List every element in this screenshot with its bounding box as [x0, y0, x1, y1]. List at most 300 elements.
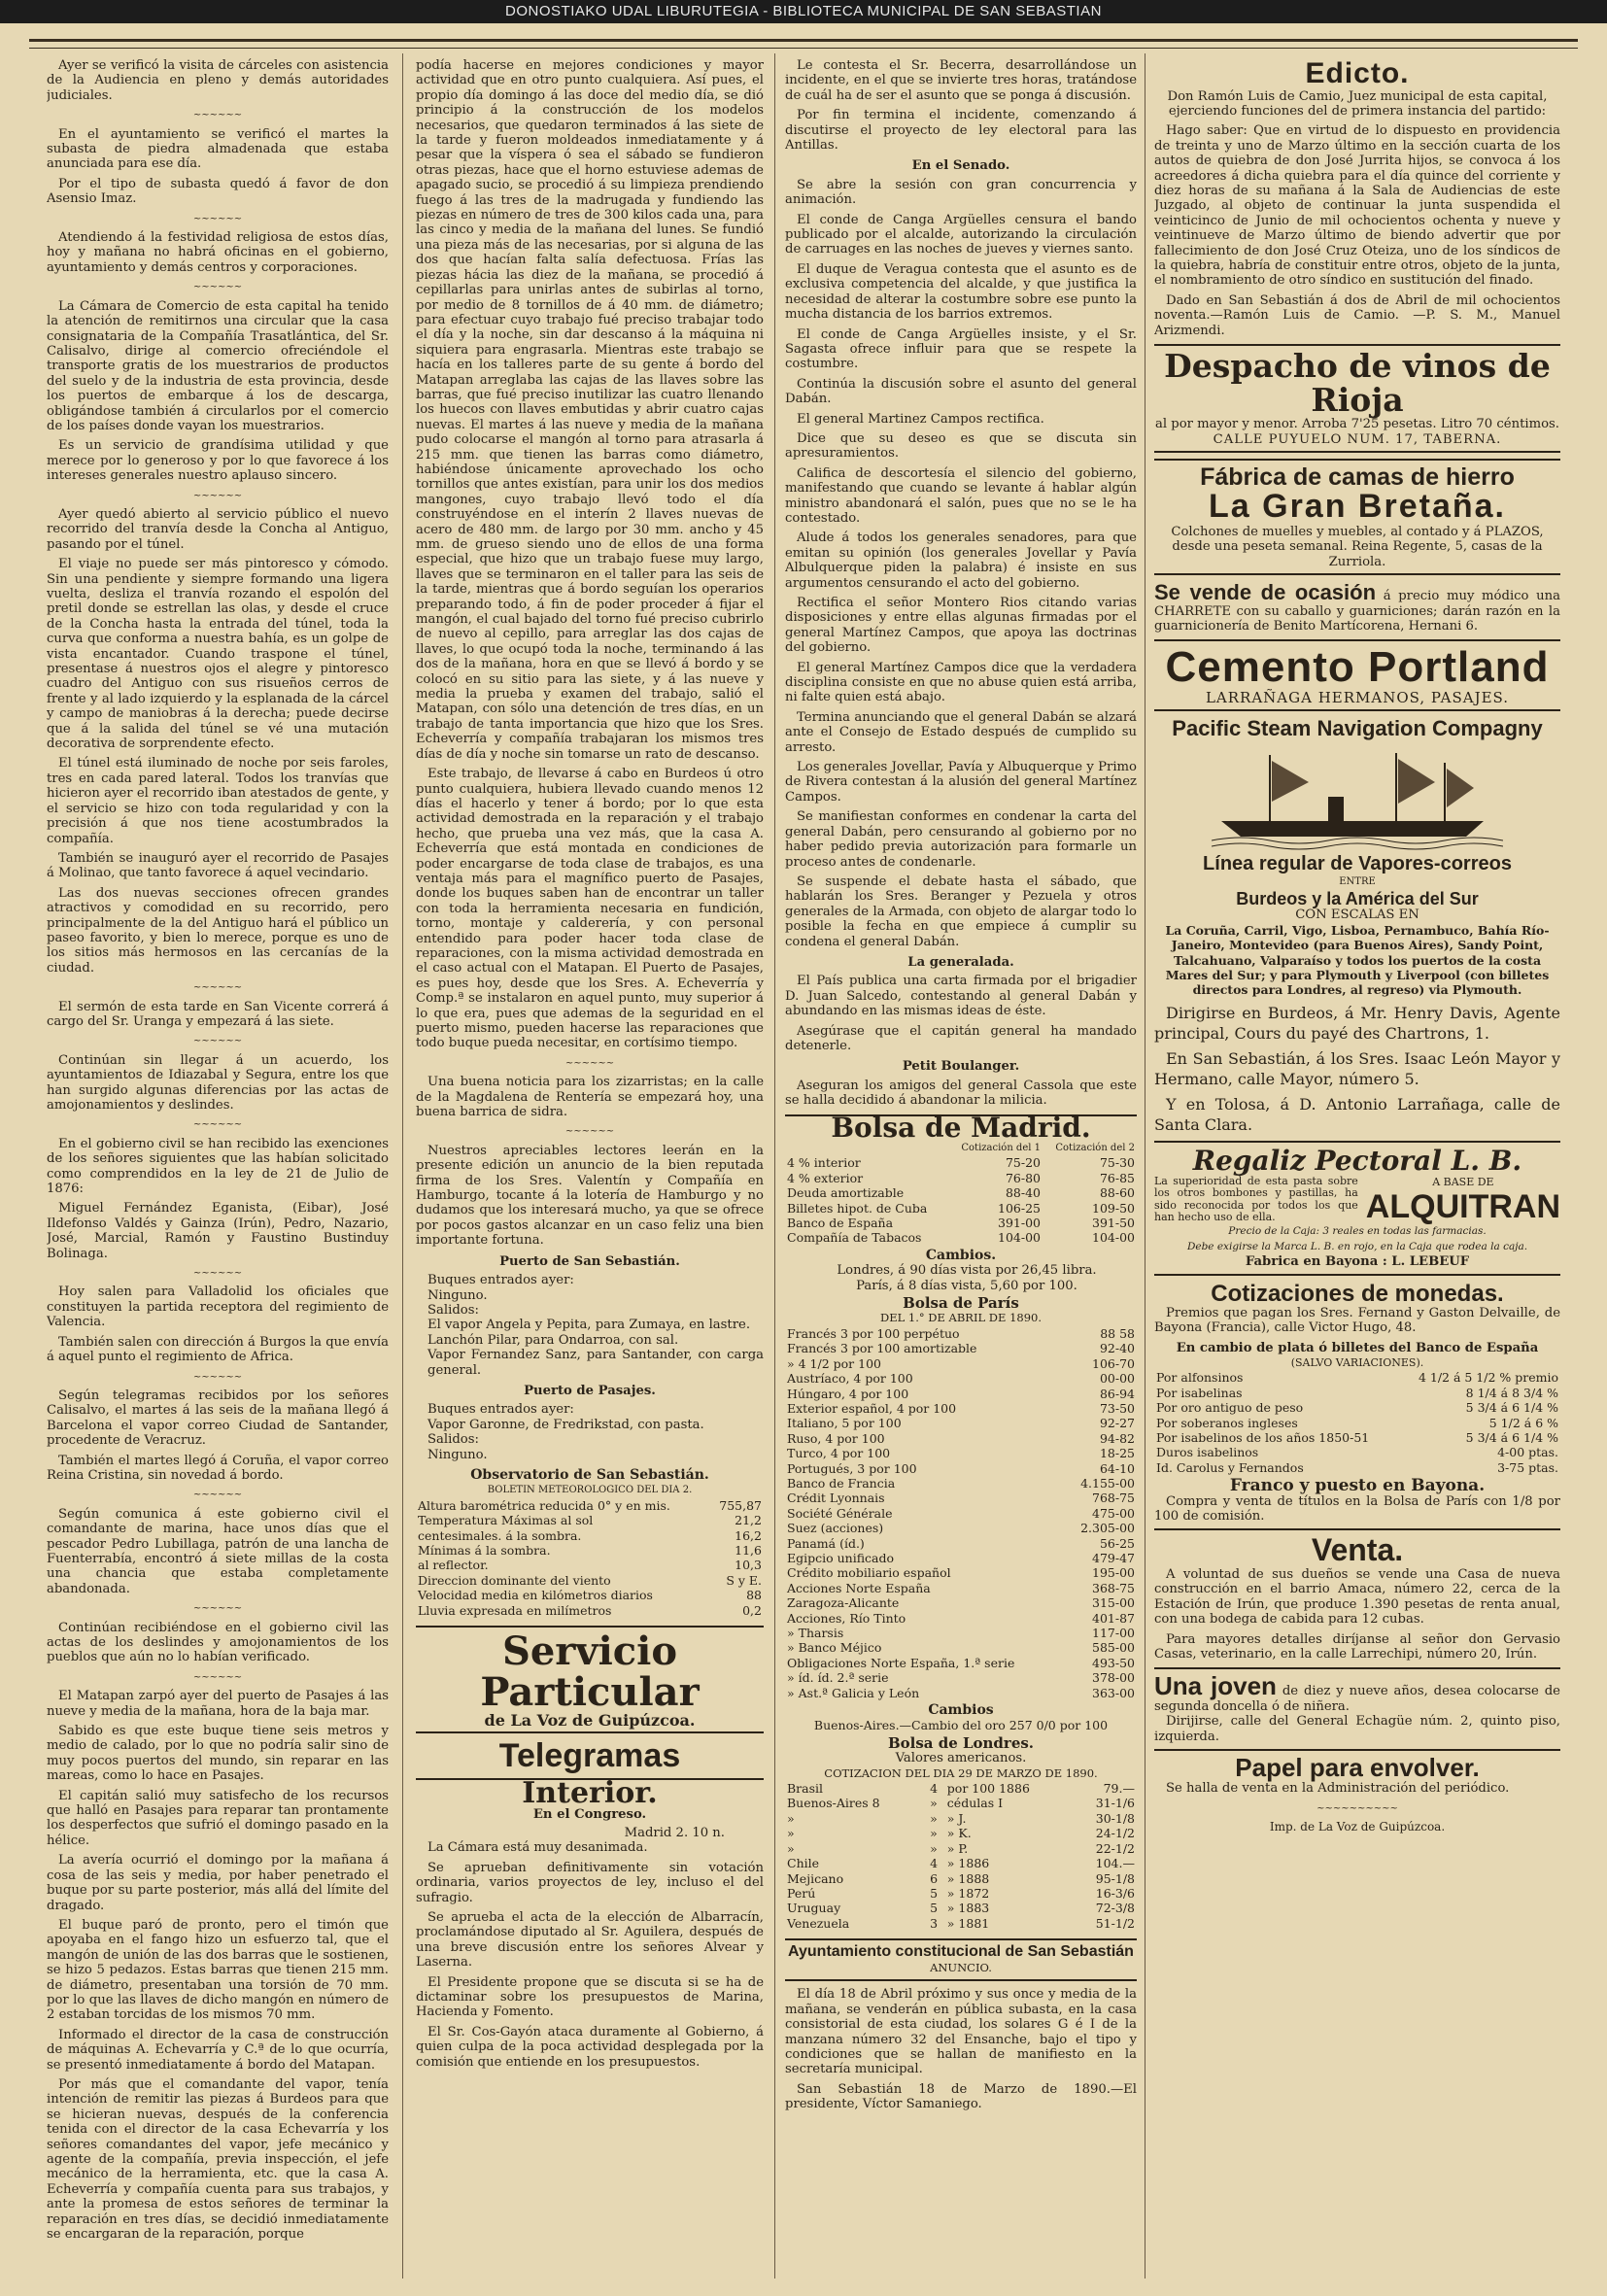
- table-cell: 94-82: [1099, 1430, 1135, 1446]
- table-cell: Obligaciones Norte España, 1.ª serie: [787, 1655, 1015, 1670]
- stock-row: [785, 1916, 1137, 1931]
- news-paragraph: Según telegramas recibidos por los señores Calisalvo, el martes á las seis de la mañana llegó á Barcelona el vapor correo Ciudad de Santander, procedente de Veracruz.: [47, 1388, 389, 1449]
- news-paragraph: El Sr. Cos-Gayón ataca duramente al Gobierno, á quien culpa de la poca actividad desplegada por la comisión que entiende en los presupuestos.: [416, 2024, 764, 2070]
- news-paragraph: Una buena noticia para los zizarristas; en la calle de la Magdalena de Rentería se empezará hoy, una buena barrica de sidra.: [416, 1075, 764, 1120]
- table-cell: Duros isabelinos: [1156, 1445, 1259, 1460]
- cambios-line: Buenos-Aires.—Cambio del oro 257 0/0 por 100: [813, 1718, 1109, 1733]
- section-heading: En el Senado.: [911, 158, 1010, 174]
- port-line: Lanchón Pilar, para Ondarroa, con sal.: [427, 1332, 679, 1348]
- table-cell: 64-10: [1099, 1460, 1135, 1476]
- table-cell: centesimales. á la sombra.: [418, 1527, 582, 1543]
- news-paragraph: Se suspende el debate hasta el sábado, que hablarán los Sres. Beranger y Pezuela y otros generales de la Armada, con objeto de alargar todo lo posible la fecha en que empiece á cumplir su condena el general Dabán.: [785, 874, 1137, 949]
- section-heading: Puerto de San Sebastián.: [499, 1253, 680, 1269]
- table-cell: 5 1/2 á 6 %: [1488, 1415, 1558, 1430]
- table-cell: 18-25: [1099, 1446, 1135, 1461]
- ocasion-ad-text: á precio muy módico una CHARRETE con su caballo y guarniciones; darán razón en la guarnicionería de Benito Martícorena, Hernani 6.: [1154, 589, 1560, 634]
- separator-ornament: ~~~~~~: [192, 1671, 243, 1683]
- table-cell: 88-40: [1005, 1185, 1041, 1201]
- stock-row: [785, 1811, 1137, 1826]
- table-cell: por 100 1886: [946, 1781, 1030, 1797]
- column-3: [785, 58, 1137, 2283]
- column-divider: [774, 53, 775, 2279]
- top-rule: [29, 39, 1578, 49]
- table-cell: Chile: [787, 1856, 820, 1871]
- table-cell: 16,2: [735, 1527, 762, 1543]
- table-cell: 24-1/2: [1095, 1826, 1135, 1841]
- table-cell: S y E.: [726, 1572, 762, 1588]
- stock-row: [785, 1506, 1137, 1521]
- table-header-cell: Cotización del 1: [961, 1143, 1041, 1153]
- regaliz-title: Regaliz Pectoral L. B.: [1192, 1144, 1522, 1177]
- table-cell: » Banco Méjico: [787, 1640, 882, 1656]
- news-paragraph: También salen con dirección á Burgos la que envía á aquel punto el regimiento de Africa.: [47, 1334, 389, 1365]
- news-paragraph: Ayer quedó abierto al servicio público el nuevo recorrido del tranvía desde la Concha al Antiguo, pasando por el túnel.: [47, 506, 389, 552]
- news-paragraph: El túnel está iluminado de noche por seis faroles, tres en cada pared lateral. Todos los tranvías que hicieron ayer el recorrido iban atestados de gente, y el servicio se hizo con toda regularidad y con la precisión á que nos tiene acostumbrados la compañía.: [47, 756, 389, 846]
- table-cell: 5: [930, 1885, 939, 1901]
- table-cell: Banco de España: [787, 1216, 894, 1231]
- weather-row: [416, 1513, 764, 1527]
- table-cell: » J.: [946, 1810, 967, 1826]
- ocasion-ad-title: Se vende de ocasión: [1154, 580, 1377, 605]
- table-header-cell: Cotización del 2: [1055, 1143, 1135, 1153]
- news-paragraph: En el gobierno civil se han recibido las exenciones de los señores siguientes que las habían solicitado como comprendidos en la ley de 21 de Julio de 1876:: [47, 1136, 389, 1197]
- weather-row: [416, 1558, 764, 1572]
- stock-row: [785, 1856, 1137, 1870]
- table-cell: 11,6: [735, 1543, 762, 1558]
- table-cell: cédulas I: [946, 1796, 1004, 1811]
- table-cell: 72-3/8: [1095, 1901, 1135, 1916]
- separator-ornament: ~~~~~~: [192, 1371, 243, 1383]
- table-cell: Venezuela: [787, 1915, 850, 1931]
- news-paragraph: Le contesta el Sr. Becerra, desarrollándose un incidente, en el que se invierte tres horas, tratándose de cuál ha de ser el asunto que se ponga á discusión.: [785, 58, 1137, 103]
- table-cell: 5 3/4 á 6 1/4 %: [1465, 1430, 1558, 1446]
- bolsa-londres-table: [785, 1781, 1137, 1931]
- stock-row: [785, 1551, 1137, 1565]
- stock-row: [785, 1901, 1137, 1915]
- news-paragraph: Premios que pagan los Sres. Fernand y Gaston Delvaille, de Bayona (Francia), calle Victor Hugo, 48.: [1154, 1305, 1560, 1336]
- news-paragraph: También se inauguró ayer el recorrido de Pasajes á Molinao, que tanto favorece á aquel vecindario.: [47, 850, 389, 881]
- table-cell: Francés 3 por 100 amortizable: [787, 1341, 977, 1356]
- table-cell: »: [787, 1826, 795, 1841]
- table-cell: » 1872: [946, 1885, 990, 1901]
- news-paragraph: Los generales Jovellar, Pavía y Albuquerque y Primo de Rivera contestan á la alusión del general Martínez Campos.: [785, 760, 1137, 805]
- table-cell: 4 % exterior: [787, 1170, 864, 1185]
- table-cell: 768-75: [1092, 1491, 1135, 1506]
- table-cell: Por isabelinas: [1156, 1385, 1243, 1400]
- servicio-particular-subtitle: de La Voz de Guipúzcoa.: [484, 1711, 696, 1731]
- regaliz-price: Precio de la Caja: 3 reales en todas las farmacias.: [1228, 1225, 1487, 1238]
- table-cell: » íd. íd. 2.ª serie: [787, 1670, 889, 1686]
- table-cell: Egipcio unificado: [787, 1550, 895, 1565]
- table-cell: 104.—: [1095, 1856, 1135, 1871]
- table-cell: 75-30: [1099, 1155, 1135, 1171]
- table-cell: Lluvia expresada en milímetros: [418, 1602, 612, 1618]
- table-cell: 92-40: [1099, 1341, 1135, 1356]
- news-paragraph: Miguel Fernández Eganista, (Eibar), José Ildefonso Valdés y Gainza (Irún), Pedro, Nazario, José, Marcial, Ramón y Faustino Bustinduy Bolinaga.: [47, 1201, 389, 1261]
- news-paragraph: Las dos nuevas secciones ofrecen grandes atractivos y comodidad en su recorrido, pero principalmente de la del Antiguo hará el público un paseo favorito, y bien lo merece, porque es uno de los sitios más hermosos en las cercanías de la ciudad.: [47, 885, 389, 976]
- currency-row: [1154, 1430, 1560, 1445]
- separator-ornament: ~~~~~~: [192, 1490, 243, 1501]
- stock-row: [785, 1581, 1137, 1595]
- table-cell: Por isabelinos de los años 1850-51: [1156, 1430, 1370, 1446]
- news-paragraph: El Matapan zarpó ayer del puerto de Pasajes á las nueve y media de la mañana, hora de la baja mar.: [47, 1689, 389, 1719]
- table-cell: Deuda amortizable: [787, 1185, 905, 1201]
- separator-ornament: ~~~~~~: [192, 1036, 243, 1047]
- regaliz-exig: Debe exigirse la Marca L. B. en rojo, en la Caja que rodea la caja.: [1186, 1240, 1528, 1252]
- news-paragraph: Hoy salen para Valladolid los oficiales que constituyen la partida receptora del regimiento de Valencia.: [47, 1285, 389, 1330]
- news-paragraph: Dice que su deseo es que se discuta sin apresuramientos.: [785, 430, 1137, 462]
- cambios-title: Cambios.: [925, 1247, 997, 1263]
- port-list: [416, 1273, 764, 1378]
- edicto-title: Edicto.: [1305, 58, 1410, 89]
- table-cell: Uruguay: [787, 1901, 841, 1916]
- news-paragraph: Se halla de venta en la Administración del periódico.: [1166, 1781, 1510, 1797]
- separator-ornament: ~~~~~~: [192, 1268, 243, 1280]
- table-cell: Mínimas á la sombra.: [418, 1543, 551, 1558]
- stock-row: [785, 1781, 1137, 1796]
- linea-entre: ENTRE: [1339, 876, 1376, 888]
- imprenta-line: Imp. de La Voz de Guipúzcoa.: [1269, 1820, 1446, 1834]
- table-cell: 0,2: [742, 1602, 762, 1618]
- table-cell: » 1883: [946, 1901, 990, 1916]
- table-cell: Perú: [787, 1885, 816, 1901]
- cotizaciones-table: [1154, 1370, 1560, 1475]
- ayuntamiento-subtitle: ANUNCIO.: [930, 1960, 992, 1974]
- table-cell: Acciones Norte España: [787, 1580, 931, 1595]
- table-cell: »: [930, 1810, 938, 1826]
- stock-row: [785, 1841, 1137, 1856]
- column-1: [47, 58, 389, 2283]
- table-cell: 10,3: [735, 1558, 762, 1573]
- stock-row: [785, 1565, 1137, 1580]
- table-cell: » 1886: [946, 1856, 990, 1871]
- cemento-ad-subtitle: LARRAÑAGA HERMANOS, PASAJES.: [1205, 688, 1510, 706]
- section-heading: La generalada.: [907, 954, 1014, 970]
- table-cell: 75-20: [1005, 1155, 1041, 1171]
- news-paragraph: Rectifica el señor Montero Rios citando varias disposiciones y entre ellas algunas firmadas por el general Martínez Campos, que apoya las doctrinas del gobierno.: [785, 596, 1137, 656]
- rioja-ad-address: CALLE PUYUELO NUM. 17, TABERNA.: [1213, 431, 1502, 447]
- news-paragraph: Aseguran los amigos del general Cassola que este se halla decidido á abandonar la milicia.: [785, 1078, 1137, 1109]
- weather-row: [416, 1543, 764, 1558]
- table-cell: Altura barométrica reducida 0° y en mis.: [418, 1497, 670, 1513]
- news-paragraph: Informado el director de la casa de construcción de máquinas A. Echevarría y C.ª de lo que ocurría, se presentó inmediatamente á bordo del Matapan.: [47, 2027, 389, 2073]
- table-cell: 22-1/2: [1095, 1840, 1135, 1856]
- stock-row: [785, 1446, 1137, 1460]
- table-cell: 401-87: [1092, 1610, 1135, 1626]
- table-cell: »: [930, 1840, 938, 1856]
- observatory-subtitle: BOLETIN METEOROLOGICO DEL DIA 2.: [487, 1485, 693, 1496]
- separator-ornament: ~~~~~~: [192, 282, 243, 293]
- news-paragraph: Don Ramón Luis de Camio, Juez municipal de esta capital, ejerciendo funciones del de primera instancia del partido:: [1167, 88, 1548, 119]
- table-cell: 104-00: [998, 1230, 1041, 1246]
- news-paragraph: Se manifiestan conformes en condenar la carta del general Dabán, pero censurando al gobierno por no haber pedido previa autorización para formarle un proceso antes de condenarle.: [785, 809, 1137, 870]
- cotizaciones-title: Cotizaciones de monedas.: [1211, 1280, 1504, 1307]
- news-paragraph: Compra y venta de títulos en la Bolsa de París con 1/8 por 100 de comisión.: [1154, 1493, 1560, 1525]
- table-cell: » 1888: [946, 1870, 990, 1886]
- port-line: Buques entrados ayer:: [427, 1402, 574, 1418]
- stock-row: [785, 1826, 1137, 1840]
- table-cell: 5 3/4 á 6 1/4 %: [1465, 1400, 1558, 1416]
- stock-row: [785, 1371, 1137, 1386]
- table-cell: » Tharsis: [787, 1626, 844, 1640]
- news-paragraph: Dado en San Sebastián á dos de Abril de mil ochocientos noventa.—Ramón Luis de Camio. —P. S. M., Manuel Arizmendi.: [1154, 292, 1560, 338]
- table-cell: Temperatura Máximas al sol: [418, 1513, 594, 1528]
- news-paragraph: Nuestros apreciables lectores leerán en la presente edición un anuncio de la bien reputada firma de los Sres. Valentín y Compañía en Hamburgo, tocante á la lotería de Hamburgo y no dudamos que los interesará mucho, ya que se ofrece por pocos gastos alcanzar en un caso feliz una bien importante fortuna.: [416, 1143, 764, 1249]
- stock-row: [785, 1401, 1137, 1416]
- regaliz-alquitran: ALQUITRAN: [1365, 1187, 1560, 1225]
- table-cell: Billetes hipot. de Cuba: [787, 1200, 928, 1216]
- escalas-text: La Coruña, Carril, Vigo, Lisboa, Pernambuco, Bahía Río-Janeiro, Montevideo (para Buenos Aires), Sandy Point, Talcahuano, Valparaíso y todos los puertos de la costa Mares del Sur; y para Plymouth y Liverpool (con billetes directos para Londres, al regreso) via Plymouth.: [1165, 922, 1550, 998]
- news-paragraph: La Cámara de Comercio de esta capital ha tenido la atención de remitirnos una circular que la casa consignataria de la Compañía Trasatlántica, del Sr. Calisalvo, dirige al comercio ofreciéndole el transporte gratis de los muestrarios de productos del suelo y de la industria de esta provincia, desde los puertos de embarque á los de descarga, obligándose también á circularlos por el comercio de los países donde vayan los muestrarios.: [47, 298, 389, 433]
- table-cell: Velocidad media en kilómetros diarios: [418, 1588, 653, 1603]
- table-cell: 3: [930, 1915, 939, 1931]
- separator-ornament: ~~~~~~: [564, 1126, 615, 1138]
- currency-row: [1154, 1370, 1560, 1385]
- coti-subtitle2: (SALVO VARIACIONES).: [1290, 1356, 1424, 1369]
- table-cell: Crédit Lyonnais: [787, 1491, 885, 1506]
- table-cell: 195-00: [1092, 1565, 1135, 1581]
- currency-row: [1154, 1445, 1560, 1459]
- column-divider: [402, 53, 403, 2279]
- news-paragraph: Hago saber: Que en virtud de lo dispuesto en providencia de treinta y uno de Marzo último en la sección cuarta de los autos de quiebra de don José Jurrita hijos, se convoca á los acreedores á dicha quiebra para el día quince del corriente y diez horas de su mañana á la Sala de Audiencias de este Juzgado, al objeto de continuar la junta suspendida el veinticinco de Junio de mil ochocientos ochenta y nueve y veintinueve de Marzo último de biendo advertir que por fallecimiento de don José Cruz Oteiza, uno de los síndicos de la quiebra, habría de constituir entre otros, objeto de la junta, el nombramiento de otro síndico en sustitución del finado.: [1154, 123, 1560, 289]
- weather-row: [416, 1528, 764, 1543]
- table-cell: »: [930, 1796, 938, 1811]
- table-cell: 56-25: [1099, 1535, 1135, 1551]
- bolsa-londres-subtitle: Valores americanos.: [895, 1751, 1027, 1766]
- news-paragraph: Este trabajo, de llevarse á cabo en Burdeos ú otro punto cualquiera, hubiera llevado cuando menos 12 días el hacerlo y tener á bordo; por lo que esta actividad demostrada en la reparación y el trabajo hecho, que prueba una vez más, que la casa A. Echeverría que está montada en condiciones de poder encargarse de toda clase de trabajos, es una ventaja más para el magnífico puerto de Pasajes, donde los buques saben han de encontrar un taller con toda la herramienta necesaria en fundición, torno, montaje y calderería, y con personal entendido para poder hacer toda clase de reparaciones, con la misma actividad demostrada en el caso actual con el Matapan. El Puerto de Pasajes, es pues hoy, desde que los Sres. A. Echeverría y Comp.ª se instalaron en aquel punto, muy superior á lo que era, pues que ademas de la seguridad en el puerto mismo, pueden hacerse las reparaciones que todo buque pueda necesitar, en cortísimo tiempo.: [416, 767, 764, 1051]
- cambios-title: Cambios: [928, 1702, 994, 1719]
- table-cell: 2.305-00: [1080, 1521, 1135, 1536]
- table-cell: » 1881: [946, 1915, 990, 1931]
- weather-row: [416, 1603, 764, 1618]
- stock-row: [785, 1356, 1137, 1371]
- news-paragraph: Califica de descortesía el silencio del gobierno, manifestando que cuando se levante á hablar algún ministro abandonará el salón, pues que no se le ha contestado.: [785, 465, 1137, 526]
- separator-ornament: ~~~~~~: [192, 1603, 243, 1615]
- news-paragraph: La avería ocurrió el domingo por la mañana á cosa de las seis y media, por haber penetrado el buque por su parte posterior, más allá del límite del dragado.: [47, 1853, 389, 1913]
- news-paragraph: Continúan recibiéndose en el gobierno civil las actas de los deslindes y amojonamientos de los pueblos que aún no lo habían verificado.: [47, 1620, 389, 1665]
- table-cell: Italiano, 5 por 100: [787, 1416, 902, 1431]
- separator-ornament: ~~~~~~: [192, 982, 243, 994]
- table-cell: 95-1/8: [1095, 1870, 1135, 1886]
- table-cell: Turco, 4 por 100: [787, 1446, 891, 1461]
- table-cell: 6: [930, 1870, 939, 1886]
- bolsa-paris-title: Bolsa de París: [903, 1294, 1019, 1313]
- table-cell: 479-47: [1092, 1550, 1135, 1565]
- table-cell: 88-60: [1099, 1185, 1135, 1201]
- table-cell: 00-00: [1099, 1371, 1135, 1387]
- news-paragraph: Para mayores detalles diríjanse al señor don Gervasio Casas, veterinario, en la calle Larrechipi, número 20, Irún.: [1154, 1631, 1560, 1662]
- port-line: Buques entrados ayer:: [427, 1273, 574, 1288]
- burdeos-line: Burdeos y la América del Sur: [1236, 888, 1479, 908]
- stock-row: [785, 1686, 1137, 1700]
- stock-row: [785, 1521, 1137, 1535]
- cemento-ad-title: Cemento Portland: [1165, 643, 1550, 692]
- telegramas-title: Telegramas: [416, 1739, 764, 1780]
- table-cell: 109-50: [1092, 1200, 1135, 1216]
- news-paragraph: El conde de Canga Argüelles censura el bando publicado por el alcalde, autorizando la circulación de carruages en las noches de jueves y viernes santo.: [785, 212, 1137, 257]
- bolsa-madrid-title: Bolsa de Madrid.: [785, 1114, 1137, 1135]
- camas-ad-brand: La Gran Bretaña.: [1209, 488, 1506, 526]
- table-cell: Mejicano: [787, 1870, 844, 1886]
- table-cell: »: [787, 1840, 795, 1856]
- regaliz-text: La superioridad de esta pasta sobre los otros bombones y pastillas, ha sido reconocida por todos los que han hecho uso de ella.: [1154, 1174, 1358, 1224]
- table-cell: 16-3/6: [1095, 1885, 1135, 1901]
- port-line: Ninguno.: [427, 1287, 488, 1303]
- table-cell: Crédito mobiliario español: [787, 1565, 951, 1581]
- stock-row: [785, 1341, 1137, 1355]
- table-cell: 88 58: [1100, 1325, 1135, 1341]
- news-paragraph: Según comunica á este gobierno civil el comandante de marina, hace unos días que el pescador Pedro Lubillaga, patrón de una lancha de Fuenterrabía, encontró á siete millas de la costa una chancia que estaba completamente abandonada.: [47, 1506, 389, 1596]
- stock-row: [785, 1155, 1137, 1170]
- escalas-label: CON ESCALAS EN: [1295, 908, 1419, 923]
- table-cell: 86-94: [1099, 1386, 1135, 1401]
- franco-title: Franco y puesto en Bayona.: [1229, 1476, 1486, 1496]
- news-paragraph: Es un servicio de grandísima utilidad y que merece por lo generoso y por lo que favorece á los intereses generales nuestro aplauso sincero.: [47, 438, 389, 484]
- news-paragraph: El Presidente propone que se discuta si se ha de dictaminar sobre los presupuestos de Marina, Hacienda y Fomento.: [416, 1974, 764, 2020]
- stock-row: [785, 1201, 1137, 1216]
- weather-table: [416, 1498, 764, 1618]
- table-cell: Banco de Francia: [787, 1475, 896, 1491]
- table-cell: Id. Carolus y Fernandos: [1156, 1459, 1304, 1475]
- servicio-particular-title: Servicio Particular: [480, 1628, 700, 1716]
- weather-row: [416, 1498, 764, 1513]
- table-cell: 755,87: [719, 1497, 762, 1513]
- stock-row: [785, 1461, 1137, 1476]
- news-paragraph: El general Martinez Campos rectifica.: [797, 411, 1044, 427]
- news-paragraph: En el ayuntamiento se verificó el martes la subasta de piedra almadenada que estaba anunciada para ese día.: [47, 126, 389, 172]
- news-paragraph: Alude á todos los generales senadores, para que emitan su opinión (los generales Jovellar y Pavía Albulquerque piden la palabra) é insiste en sus argumentos censurando el acto del gobierno.: [785, 531, 1137, 591]
- stock-row: [785, 1611, 1137, 1626]
- table-cell: 73-50: [1099, 1400, 1135, 1416]
- news-paragraph: El viaje no puede ser más pintoresco y cómodo. Sin una pendiente y siempre formando una ligera vuelta, desliza el tranvía rozando el espolón del pretil donde se estrellan las olas, y desde el cruce de la Concha hasta la entrada del túnel, toda la curva que conforma a nuestra bahía, es un golpe de vista encantador. Cuando traspone el túnel, presentase á nuestros ojos el alegre y pintoresco cuadro del Antiguo con sus risueños cerros de frente y al lado izquierdo y la esplanada de la cárcel y campo de maniobras á la derecha; puede decirse que á la salida del túnel se vé una mutación decorativa de sorprendente efecto.: [47, 557, 389, 752]
- rioja-ad-title: Despacho de vinos de Rioja: [1164, 347, 1551, 419]
- table-cell: 4-00 ptas.: [1497, 1445, 1558, 1460]
- bolsa-paris-date: DEL 1.° DE ABRIL DE 1890.: [880, 1311, 1042, 1325]
- table-cell: Zaragoza-Alicante: [787, 1595, 900, 1611]
- table-cell: 51-1/2: [1095, 1915, 1135, 1931]
- table-cell: Buenos-Aires 8: [787, 1796, 880, 1811]
- news-paragraph: Se abre la sesión con gran concurrencia y animación.: [785, 177, 1137, 208]
- weather-row: [416, 1573, 764, 1588]
- news-paragraph: Por el tipo de subasta quedó á favor de don Asensio Imaz.: [47, 176, 389, 207]
- stock-row: [785, 1640, 1137, 1655]
- section-heading: En el Congreso.: [532, 1806, 647, 1822]
- news-paragraph: Por fin termina el incidente, comenzando á discutirse el proyecto de ley electoral para las Antillas.: [785, 108, 1137, 154]
- separator-ornament: ~~~~~~: [192, 110, 243, 121]
- news-paragraph: Termina anunciando que el general Dabán se alzará ante el Consejo de Estado después de cumplido su arresto.: [785, 709, 1137, 755]
- table-cell: 4 1/2 á 5 1/2 % premio: [1418, 1370, 1558, 1386]
- news-paragraph: Asegúrase que el capitán general ha mandado detenerle.: [785, 1023, 1137, 1053]
- table-cell: Francés 3 por 100 perpétuo: [787, 1325, 960, 1341]
- table-cell: » Ast.ª Galicia y León: [787, 1685, 920, 1700]
- table-cell: Exterior español, 4 por 100: [787, 1400, 957, 1416]
- table-cell: Compañía de Tabacos: [787, 1230, 922, 1246]
- camas-ad-text: Colchones de muelles y muebles, al contado y á PLAZOS, desde una peseta semanal. Reina Regente, 5, casas de la Zurriola.: [1171, 525, 1544, 569]
- venta-title: Venta.: [1154, 1528, 1560, 1567]
- joven-text: de diez y nueve años, desea colocarse de segunda doncella ó de niñera.: [1154, 1683, 1560, 1714]
- table-cell: Portugués, 3 por 100: [787, 1460, 917, 1476]
- news-paragraph: El capitán salió muy satisfecho de los recursos que halló en Pasajes para reparar tan prontamente los desperfectos que sufrió el domingo pasado en la hélice.: [47, 1788, 389, 1848]
- table-cell: 106-25: [998, 1200, 1041, 1216]
- news-paragraph: El buque paró de pronto, pero el timón que apoyaba en el fango hizo un esfuerzo tal, que el mangón de unión de las dos barras que le sostienen, se hizo 5 pedazos. Estas barras que tienen 215 mm. de diámetro, presentaban una torsión de 70 mm. por lo que las llaves de dicho mangón en número de 2 estaban torcidas de los mismos 70 mm.: [47, 1917, 389, 2023]
- table-cell: Por oro antiguo de peso: [1156, 1400, 1304, 1416]
- news-paragraph: Continúa la discusión sobre el asunto del general Dabán.: [785, 376, 1137, 407]
- currency-row: [1154, 1386, 1560, 1400]
- table-cell: » K.: [946, 1826, 972, 1841]
- table-cell: Brasil: [787, 1781, 824, 1797]
- stock-row: [785, 1185, 1137, 1200]
- table-cell: Société Générale: [787, 1505, 893, 1521]
- port-line: Ninguno.: [427, 1447, 488, 1462]
- news-paragraph: El día 18 de Abril próximo y sus once y media de la mañana, se venderán en pública subasta, en la casa consistorial de esta ciudad, los solares G é I de la manzana número 32 del Ensanche, bajo el tipo y condiciones que se hallan de manifiesto en la secretaría municipal.: [785, 1987, 1137, 2077]
- table-cell: 4 % interior: [787, 1155, 861, 1171]
- news-paragraph: El general Martínez Campos dice que la verdadera disciplina consiste en que no abuse quien está arriba, ni falte quien está abajo.: [785, 660, 1137, 705]
- column-2: [416, 58, 764, 2283]
- table-cell: »: [930, 1826, 938, 1841]
- news-paragraph: Atendiendo á la festividad religiosa de estos días, hoy y mañana no habrá oficinas en el gobierno, ayuntamiento y demás centros y corporaciones.: [47, 230, 389, 275]
- currency-row: [1154, 1416, 1560, 1430]
- table-cell: 92-27: [1099, 1416, 1135, 1431]
- table-cell: 4: [930, 1856, 939, 1871]
- table-cell: »: [787, 1810, 795, 1826]
- ayuntamiento-title: Ayuntamiento constitucional de San Sebastián: [788, 1943, 1134, 1961]
- stock-row: [785, 1595, 1137, 1610]
- stock-row: [785, 1886, 1137, 1901]
- news-paragraph: Continúan sin llegar á un acuerdo, los ayuntamientos de Idiazabal y Segura, entre los que han surgido algunas diferencias por las actas de amojonamientos y deslindes.: [47, 1052, 389, 1113]
- papel-title: Papel para envolver.: [1154, 1749, 1560, 1781]
- news-paragraph: La Cámara está muy desanimada.: [427, 1840, 648, 1856]
- news-paragraph: San Sebastián 18 de Marzo de 1890.—El presidente, Víctor Samaniego.: [785, 2081, 1137, 2112]
- table-cell: 106-70: [1092, 1355, 1135, 1371]
- coti-subtitle: En cambio de plata ó billetes del Banco de España: [1176, 1340, 1539, 1355]
- stock-row: [785, 1326, 1137, 1341]
- separator-ornament: ~~~~~~: [192, 490, 243, 501]
- table-cell: 4: [930, 1781, 939, 1797]
- news-paragraph: El conde de Canga Argüelles insiste, y el Sr. Sagasta ofrece influir para que se respete la costumbre.: [785, 326, 1137, 372]
- separator-ornament: ~~~~~~: [192, 1119, 243, 1131]
- table-cell: 391-00: [998, 1216, 1041, 1231]
- currency-row: [1154, 1400, 1560, 1415]
- news-paragraph: podía hacerse en mejores condiciones y mayor actividad que en otro punto cualquiera. Así pues, el propio día domingo á las doce del medio día, se dió principio á la construcción de los modelos necesarios, que quedaron terminados á las siete de la tarde y fueron moldeados inmediatamente y á pesar que la víspera ó sea el sábado se fundieron otras piezas, hace que el horno estuviese ademas de apagado sucio, se procedió á su limpieza prendiendo fuego á las tres de la madrugada y fundiendo las piezas en número de tres de 300 kilos cada una, para las cinco y media de la mañana del lunes. Se fundió una pieza más de las necesarias, por si alguna de las dos que hacían falta salía defectuosa. Frías las piezas hácia las diez de la mañana, se procedió á cepillarlas para unirlas antes de subirlas al torno, por medio de 8 tornillos de á 40 mm. de diámetro; para efectuar cuyo trabajo fué preciso trabajar todo el día y la noche, sin dar descanso á la máquina ni siquiera para engrasarla. Mientras este trabajo se hacía en los talleres parte de su gente á bordo del Matapan arreglaba las cajas de las llaves sobre las barras, que fué preciso inutilizar las cuatro llenando los huecos con llaves embutidas y abrir cuatro cajas nuevas. El martes á las nueve y media de la mañana pudo colocarse el mangón al torno para atrasarla á 215 mm. que tienen las barras como diámetro, habiéndose únicamente aprovechado los ocho tornillos que antes existían, para unir los dos medios mangones, cuyo trabajo llevó todo el día construyéndose en el interín 2 llaves nuevas de acero de 480 mm. de largo por 30 mm. ancho y 45 mm. de grueso siendo uno de ellos de una forma especial, que hizo que un trabajo fuese muy largo, llaves que se terminaron en el taller para las seis de la tarde, mientras que á bordo seguían los operarios preparando todo, á fin de poder proceder á fijar el mangón, el cual bajado del torno fué preciso cubrirlo de nuevo al cepillo, para arreglar las dos cajas de llaves, lo que ocupó toda la noche, terminando á las dos de la mañana, hora en que se llevó á bordo y se colocó en su sitio para las siete, y á las nueve y media la prueba y examen del trabajo, salió el Matapan, con sólo una detención de tres días, en un trabajo de tanta importancia que hizo que los Sres. Echeverría y compañía trabajaran los mismos tres días de día y noche sin tomarse un rato de descanso.: [416, 58, 764, 762]
- dateline: Madrid 2. 10 n.: [624, 1825, 725, 1840]
- port-line: Vapor Fernandez Sanz, para Santander, con carga general.: [427, 1348, 764, 1378]
- bolsa-londres-date: COTIZACION DEL DIA 29 DE MARZO DE 1890.: [824, 1765, 1098, 1780]
- table-cell: 585-00: [1092, 1640, 1135, 1656]
- stock-row: [785, 1670, 1137, 1685]
- archive-header-bar: DONOSTIAKO UDAL LIBURUTEGIA - BIBLIOTECA MUNICIPAL DE SAN SEBASTIAN: [0, 0, 1607, 23]
- table-cell: Suez (acciones): [787, 1521, 884, 1536]
- regaliz-fab: Fabrica en Bayona : L. LEBEUF: [1245, 1254, 1470, 1270]
- table-cell: 391-50: [1092, 1216, 1135, 1231]
- agent-line: En San Sebastián, á los Sres. Isaac León Mayor y Hermano, calle Mayor, número 5.: [1154, 1048, 1560, 1088]
- stock-row: [785, 1626, 1137, 1640]
- table-cell: 76-85: [1099, 1170, 1135, 1185]
- stock-row: [785, 1476, 1137, 1491]
- port-line: Salidos:: [427, 1432, 479, 1448]
- table-cell: 117-00: [1092, 1626, 1135, 1640]
- news-paragraph: Por más que el comandante del vapor, tenía intención de remitir las piezas á Burdeos para que se hicieran nuevas, después de la conferencia tenida con el director de la casa Echevarría y los señores comandantes del vapor, jefe mecánico y agente de la compañía, previa inspección, el jefe mecánico de la herramienta, etc. que la casa A. Echeverría y compañía cuenta para sus trabajos, y ante la promesa de estos señores de terminar la reparación en tres días, se decidió inmediatamente se encargaran de la reparación, porque: [47, 2076, 389, 2243]
- news-paragraph: Sabido es que este buque tiene seis metros y medio de calado, por lo que no podría salir sino de muy pocos puertos del mundo, sin reparar en las mareas, como lo hace en Pasajes.: [47, 1724, 389, 1784]
- steamship-illustration: [1212, 743, 1503, 850]
- port-line: Vapor Garonne, de Fredrikstad, con pasta.: [427, 1417, 704, 1432]
- table-cell: 8 1/4 á 8 3/4 %: [1465, 1385, 1558, 1400]
- column-4: [1154, 58, 1560, 2283]
- news-paragraph: Se aprueban definitivamente sin votación ordinaria, varios proyectos de ley, incluso el del sufragio.: [416, 1860, 764, 1905]
- cambios-line: Londres, á 90 días vista por 26,45 libra.: [837, 1263, 1097, 1279]
- stock-row: [785, 1216, 1137, 1230]
- observatory-title: Observatorio de San Sebastián.: [470, 1466, 709, 1483]
- stock-row: [785, 1796, 1137, 1810]
